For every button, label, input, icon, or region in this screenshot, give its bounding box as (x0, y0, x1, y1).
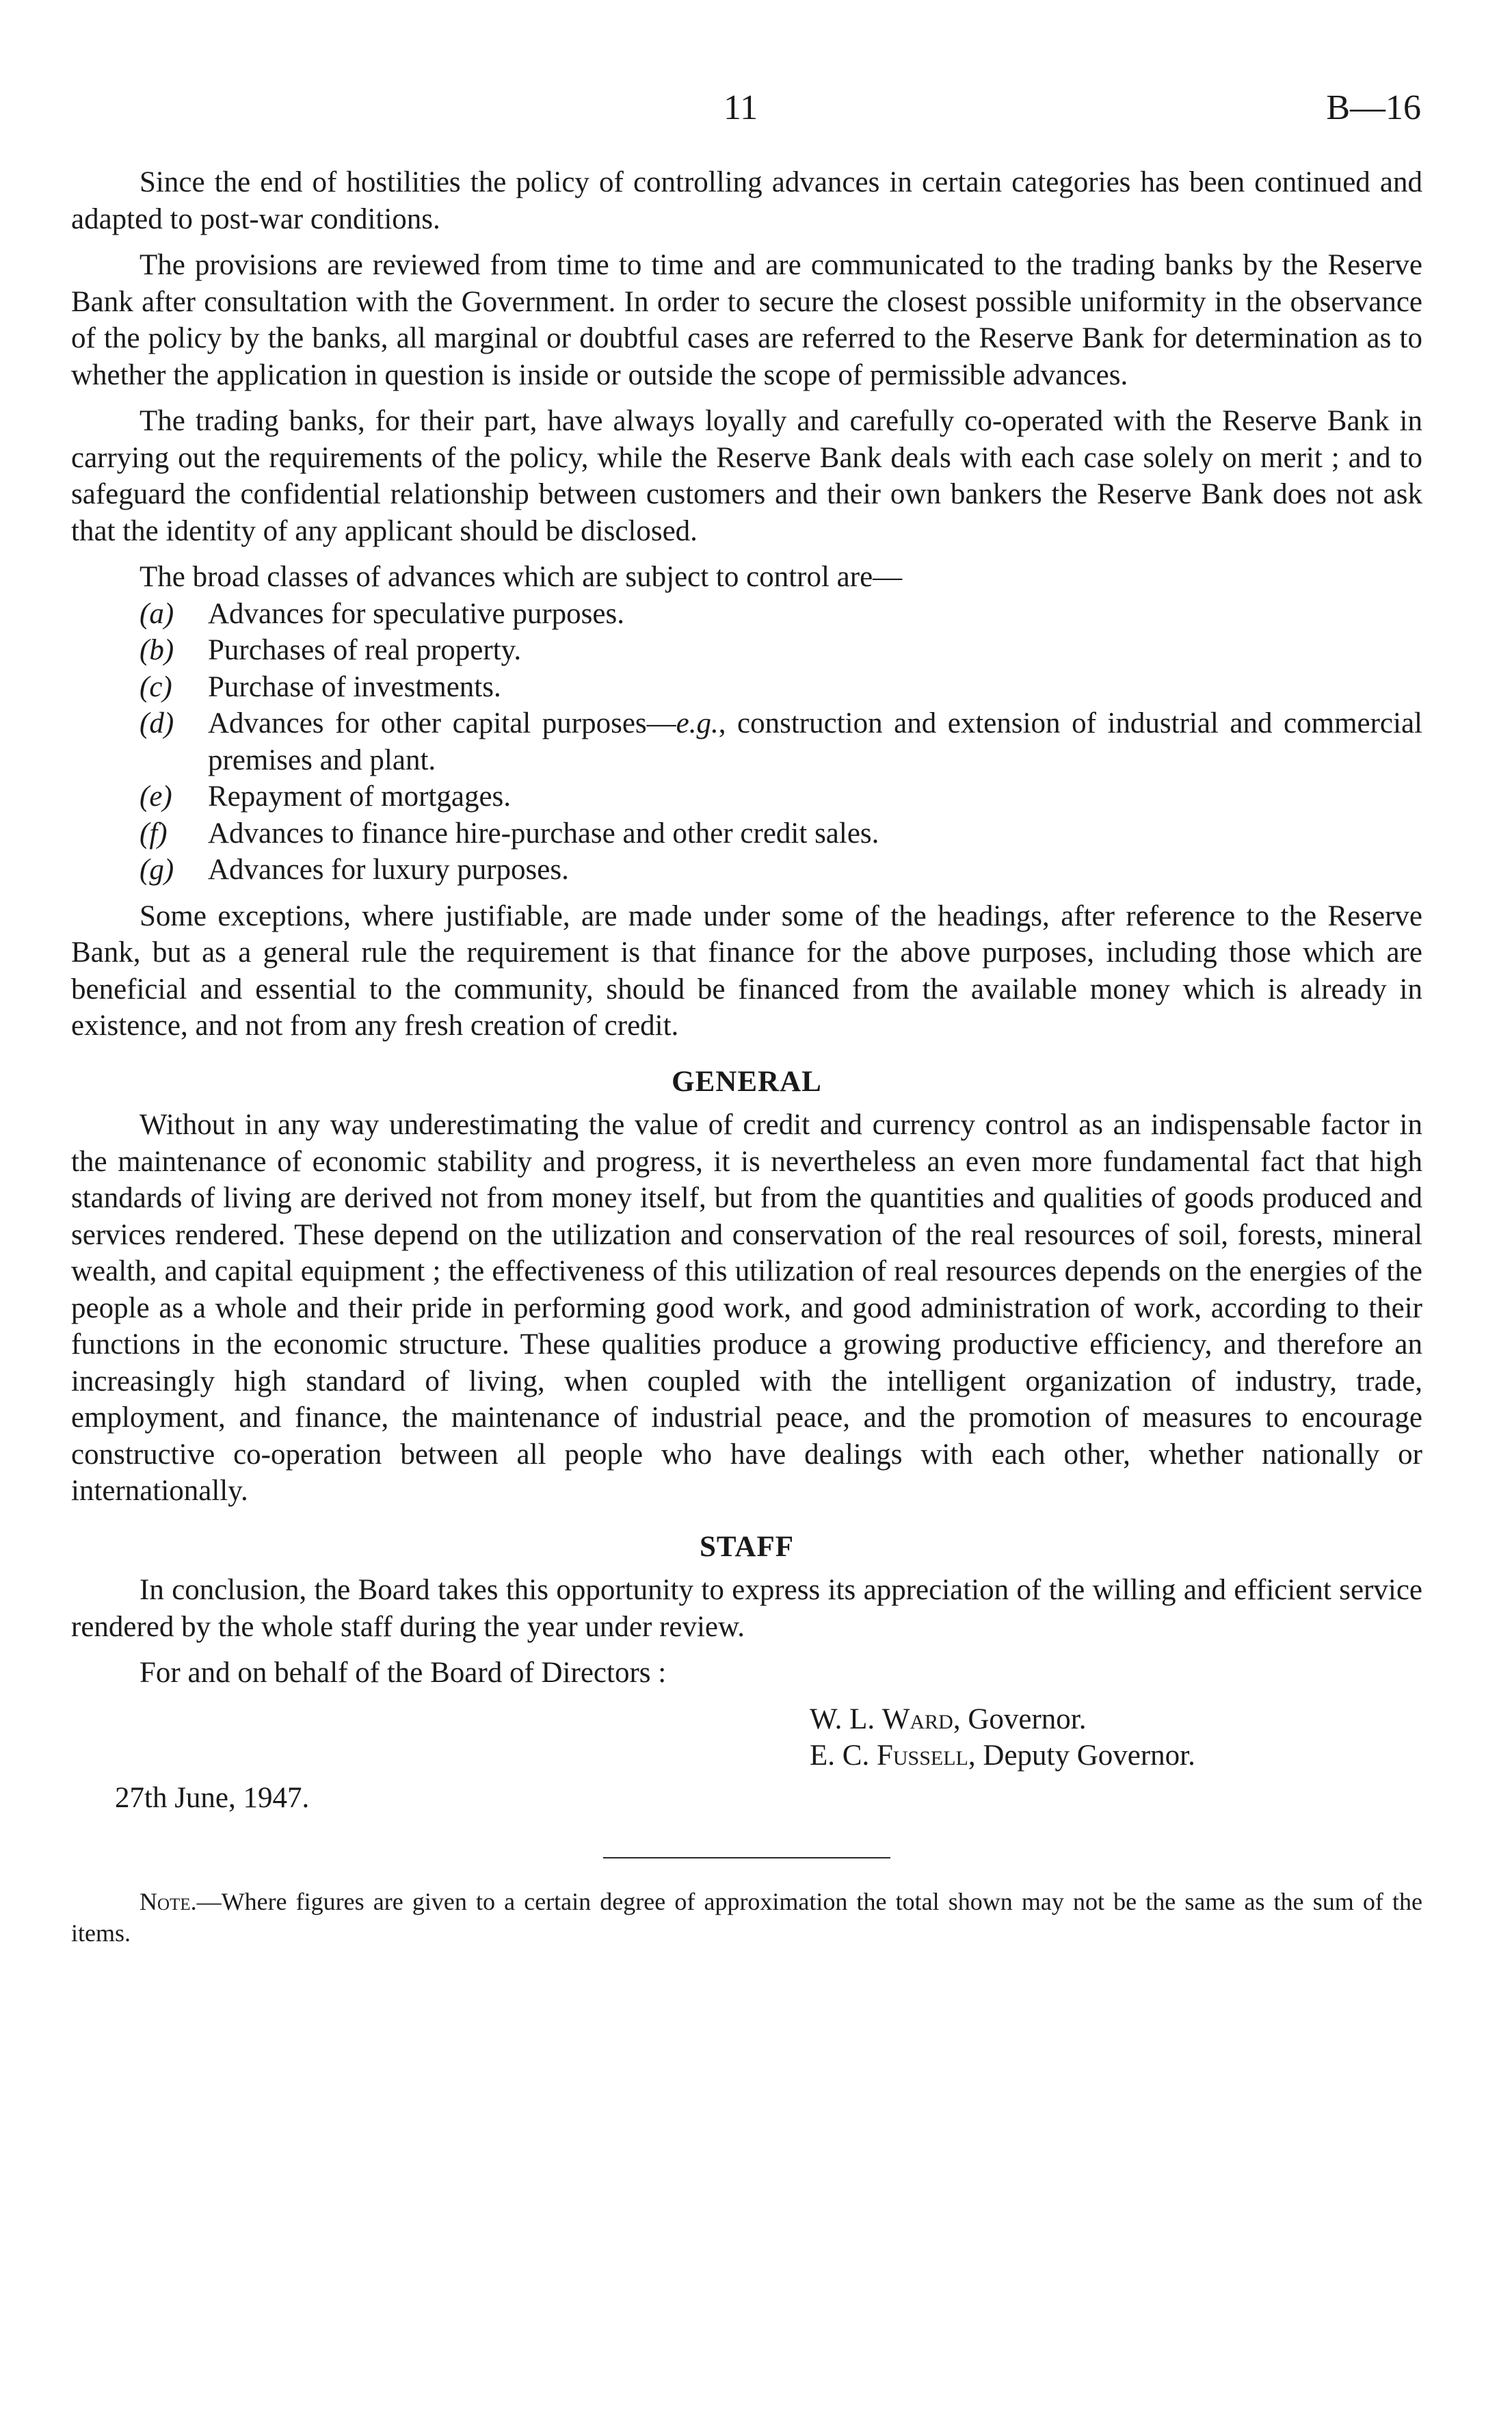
signatory-initials: W. L. (810, 1703, 875, 1735)
signatory-surname: Ward (881, 1703, 953, 1735)
note-text: —Where figures are given to a certain degree of approximation the total shown may not be the same as the sum of the items. (71, 1888, 1422, 1947)
paragraph-exceptions: Some exceptions, where justifiable, are made under some of the headings, after reference to the Reserve Bank, but as a general rule the requirement is that finance for the above purposes, including those which are beneficial and essential to the community, should be financed from the available money which is already in existence, and not from any fresh creation of credit. (71, 899, 1422, 1042)
paragraph-trading-banks: The trading banks, for their part, have always loyally and carefully co-operated with the Reserve Bank in carrying out the requirements of the policy, while the Reserve Bank deals with each case solely on merit ; and to safeguard the confidential relationship between customers and their own bankers the Reserve Bank does not ask that the identity of any applicant should be disclosed. (71, 405, 1422, 547)
paragraph-post-war-policy: Since the end of hostilities the policy of controlling advances in certain categories has been continued and adapted to post-war conditions. (71, 166, 1422, 235)
section-heading-general: GENERAL (672, 1065, 822, 1098)
document-date: 27th June, 1947. (115, 1781, 310, 1814)
document-body (71, 164, 1422, 1949)
signatory-line (810, 1701, 1422, 1738)
footnote (71, 1886, 1422, 1949)
list-item (71, 815, 1422, 852)
list-item-label: (a) (140, 597, 174, 630)
paragraph-provisions-review: The provisions are reviewed from time to time and are communicated to the trading banks by the Reserve Bank after consultation with the Government. In order to secure the closest possible uniformity in the observance of the policy by the banks, all marginal or doubtful cases are referred to the Reserve Bank for determination as to whether the application in question is inside or outside the scope of permissible advances. (71, 249, 1422, 391)
list-item (71, 632, 1422, 669)
list-item-text: Purchase of investments. (208, 670, 501, 703)
signatory-surname: Fussell (876, 1739, 968, 1772)
note-label: Note. (140, 1888, 197, 1915)
list-item-text: Advances for speculative purposes. (208, 597, 624, 630)
signature-block (71, 1701, 1422, 1774)
list-item (71, 852, 1422, 889)
list-item-label: (e) (140, 780, 172, 813)
document-reference: B—16 (1326, 88, 1421, 127)
list-item-label: (c) (140, 670, 172, 703)
list-intro: The broad classes of advances which are subject to control are— (140, 561, 903, 593)
signatory-initials: E. C. (810, 1739, 870, 1772)
divider-rule (603, 1857, 890, 1858)
list-item-text: Purchases of real property. (208, 634, 522, 666)
signatory-title: , Deputy Governor. (968, 1739, 1195, 1772)
signatory-line (810, 1737, 1422, 1774)
list-item-text-before: Advances for other capital purposes— (208, 707, 676, 739)
list-item (71, 705, 1422, 778)
signatory-title: , Governor. (953, 1703, 1087, 1735)
list-item-text: Repayment of mortgages. (208, 780, 512, 813)
paragraph-general: Without in any way underestimating the value of credit and currency control as an indispensable factor in the maintenance of economic stability and progress, it is nevertheless an even more fundamental fact that high standards of living are derived not from money itself, but from the quantities and qualities of goods produced and services rendered. These depend on the utilization and conservation of the real resources of soil, forests, mineral wealth, and capital equipment ; the effectiveness of this utilization of real resources depends on the energies of the people as a whole and their pride in performing good work, and good administration of work, according to their functions in the economic structure. These qualities produce a growing productive efficiency, and therefore an increasingly high standard of living, when coupled with the intelligent organization of industry, trade, employment, and finance, the maintenance of industrial peace, and the promotion of measures to encourage constructive co-operation between all people who have dealings with each other, whether nationally or internationally. (71, 1109, 1422, 1507)
paragraph-staff: In conclusion, the Board takes this opportunity to express its appreciation of the willing and efficient service rendered by the whole staff during the year under review. (71, 1574, 1422, 1643)
list-item-label: (f) (140, 817, 168, 850)
list-item-label: (g) (140, 854, 174, 886)
list-item-text-after: , construction and extension of industrial and commercial premises and plant. (208, 707, 1422, 776)
list-item-text (208, 705, 1422, 778)
advance-classes-list (71, 596, 1422, 889)
page-header (0, 77, 1512, 131)
page-number: 11 (724, 88, 758, 127)
on-behalf-line: For and on behalf of the Board of Directors : (140, 1657, 667, 1689)
list-item (71, 669, 1422, 706)
list-item (71, 778, 1422, 815)
list-item-text: Advances to finance hire-purchase and other credit sales. (208, 817, 879, 850)
list-item-label: (b) (140, 634, 174, 666)
list-item-emphasis: e.g. (676, 707, 719, 739)
list-item-label: (d) (140, 707, 174, 739)
list-item-text: Advances for luxury purposes. (208, 854, 569, 886)
section-heading-staff: STAFF (700, 1530, 794, 1563)
list-item (71, 596, 1422, 633)
